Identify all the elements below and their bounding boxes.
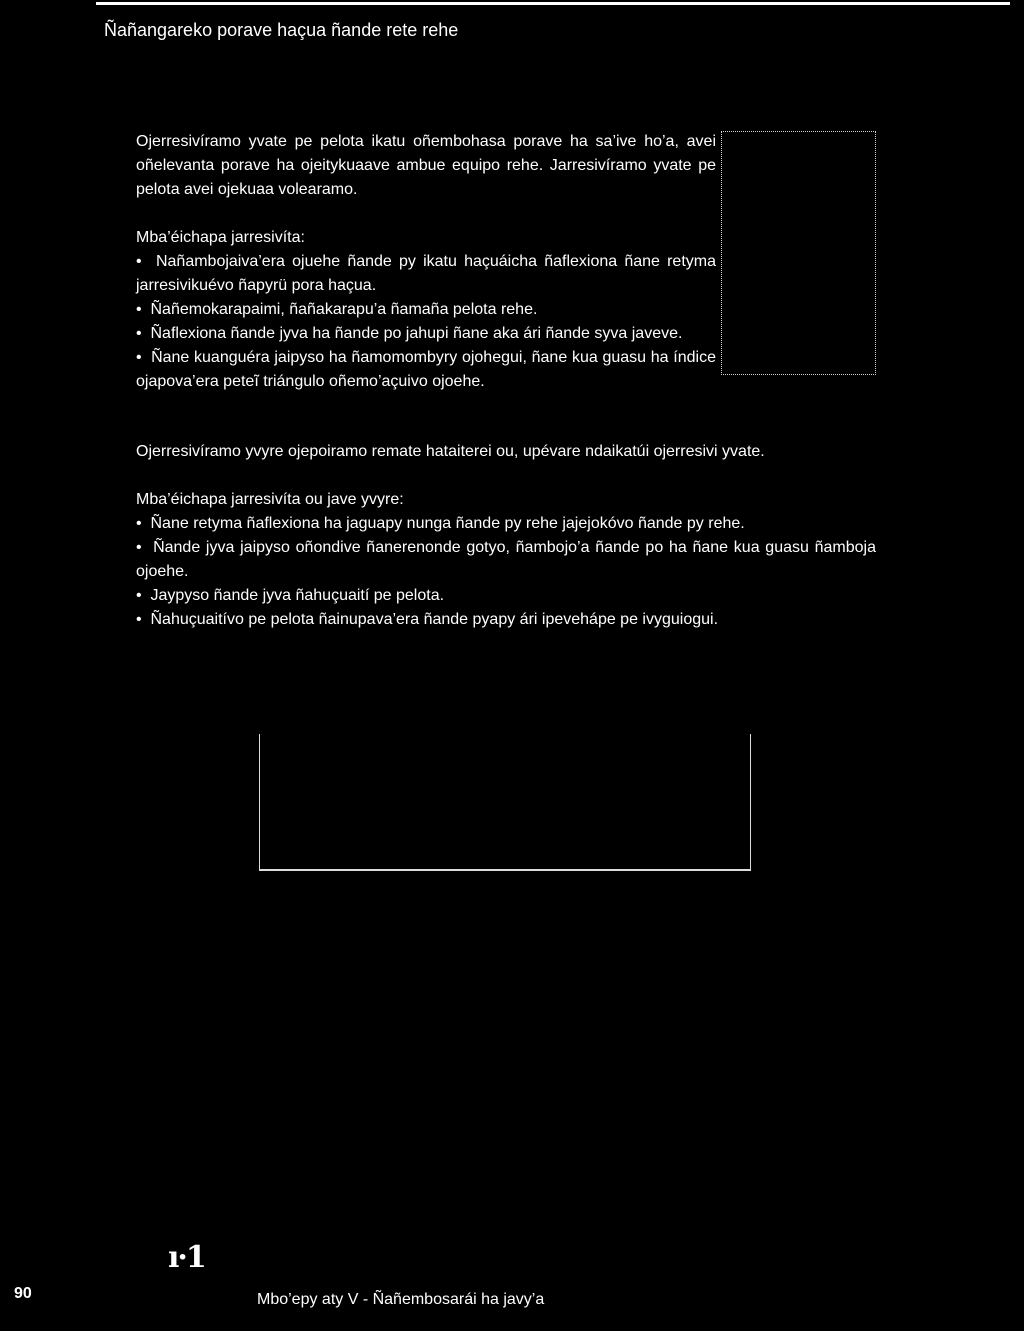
list-item: • Ñane kuanguéra jaipyso ha ñamomombyry ojohegui, ñane kua guasu ha índice ojapova’era peteĩ triángulo oñemo’açuivo ojoehe. [136, 346, 716, 394]
section-receive-high [136, 130, 716, 394]
section-intro: Ojerresivíramo yvyre ojepoiramo remate hataiterei ou, upévare ndaikatúi ojerresivi yvate. [136, 443, 765, 460]
page-header: Ñañangareko porave haçua ñande rete rehe [104, 20, 459, 40]
figure-frame [259, 734, 751, 871]
list-item: • Ñaflexiona ñande jyva ha ñande po jahupi ñane aka ári ñande syva javeve. [136, 322, 716, 346]
list-item: • Ñañemokarapaimi, ñañakarapu’a ñamaña pelota rehe. [136, 298, 716, 322]
section-heading: Mba’éichapa jarresivíta ou jave yvyre: [136, 491, 404, 508]
page-number: 90 [14, 1285, 32, 1302]
bullet-list [136, 512, 876, 632]
image-placeholder [721, 131, 876, 375]
footer-title: Mbo’epy aty V - Ñañembosarái ha javy’a [257, 1291, 545, 1308]
top-rule [96, 2, 1010, 5]
figure-mark: ı·1 [168, 1240, 205, 1275]
section-receive-low [136, 440, 876, 632]
list-item: • Ñane retyma ñaflexiona ha jaguapy nunga ñande py rehe jajejokóvo ñande py rehe. [136, 512, 876, 536]
bullet-list [136, 250, 716, 394]
section-intro: Ojerresivíramo yvate pe pelota ikatu oñembohasa porave ha sa’ive ho’a, avei oñelevanta porave ha ojeitykuaave ambue equipo rehe. Jarresivíramo yvate pe pelota avei ojekuaa volearamo. [136, 133, 716, 198]
list-item: • Ñande jyva jaipyso oñondive ñanerenonde gotyo, ñambojo’a ñande po ha ñane kua guasu ñamboja ojoehe. [136, 536, 876, 584]
list-item: • Ñahuçuaitívo pe pelota ñainupava’era ñande pyapy ári ipeveháре pe ivyguiogui. [136, 608, 876, 632]
list-item: • Jaypyso ñande jyva ñahuçuaití pe pelota. [136, 584, 876, 608]
list-item: • Nañambojaiva’era ojuehe ñande py ikatu haçuáicha ñaflexiona ñane retyma jarresivikuévo ñapyrü pora haçua. [136, 250, 716, 298]
section-heading: Mba’éichapa jarresivíta: [136, 229, 305, 246]
